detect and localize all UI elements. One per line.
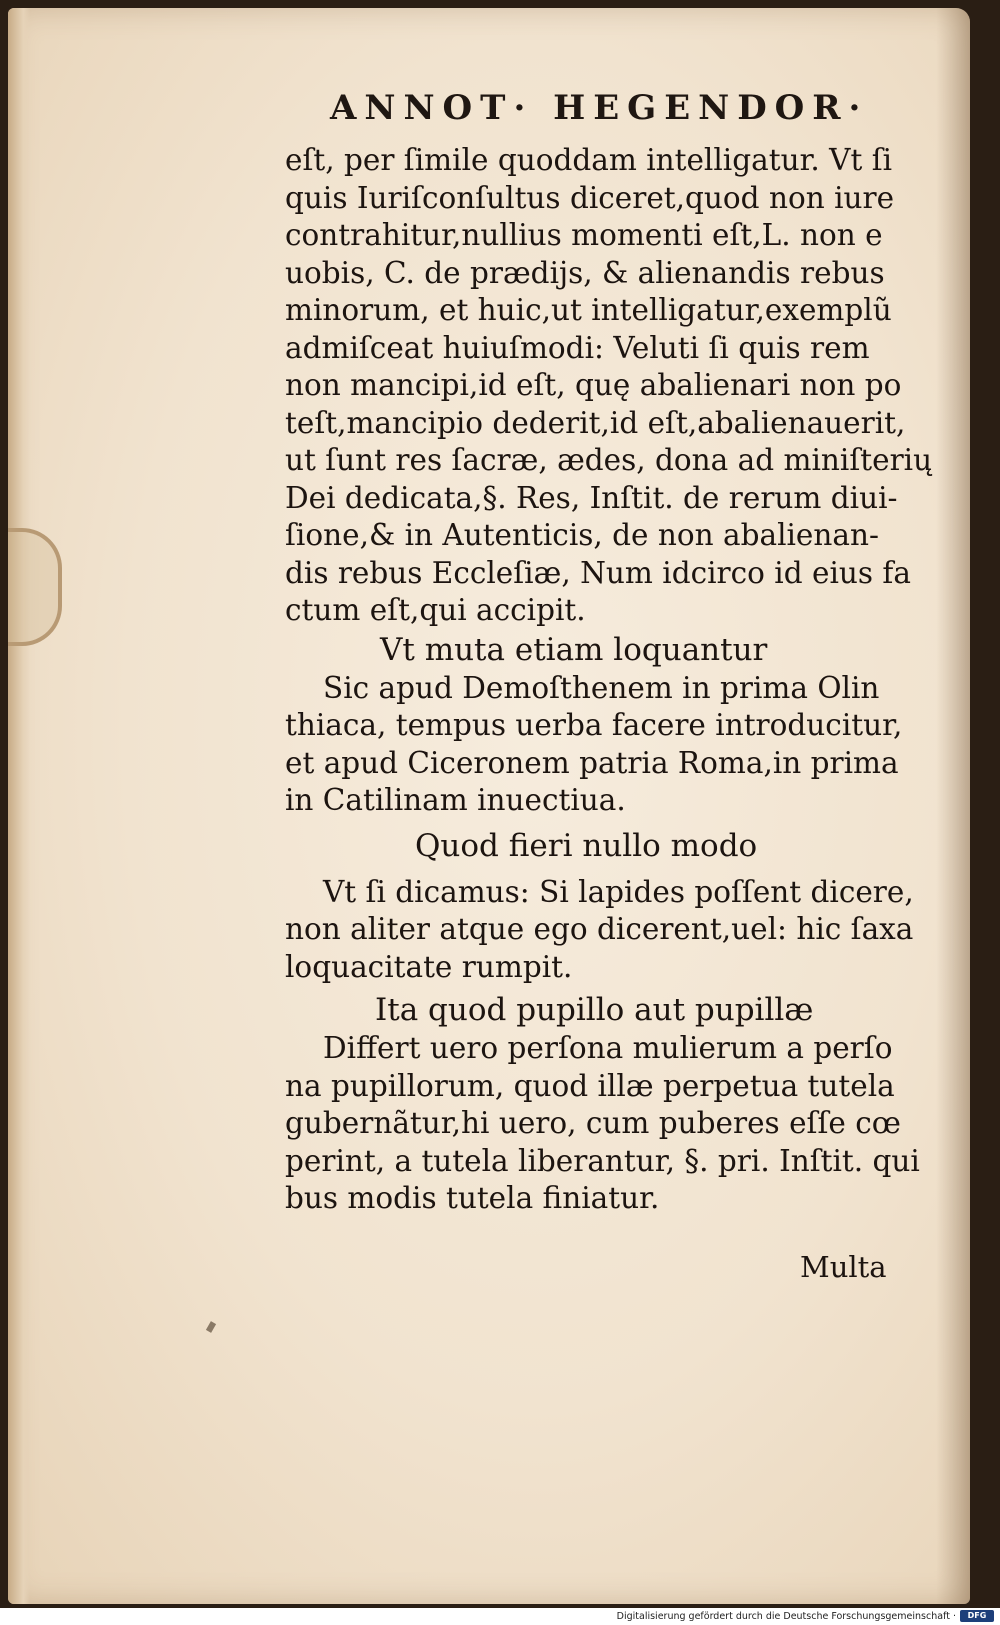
text-line: perint, a tutela liberantur, §. pri. Inſtit. qui xyxy=(285,1143,920,1178)
paragraph-3 xyxy=(285,874,914,987)
text-line: dis rebus Eccleſiæ, Num idcirco id eius fa xyxy=(285,555,911,590)
text-line: loquacitate rumpit. xyxy=(285,949,573,984)
text-line: ctum eſt,qui accipit. xyxy=(285,593,586,627)
text-line: in Catilinam inuectiua. xyxy=(285,783,626,817)
text-line: admiſceat huiuſmodi: Veluti ſi quis rem xyxy=(285,330,870,365)
binding-clasp xyxy=(8,528,62,646)
section-heading: Quod fieri nullo modo xyxy=(415,827,758,864)
text-line: Differt uero perſona mulierum a perſo xyxy=(323,1031,893,1065)
text-line: eſt, per ſimile quoddam intelligatur. Vt ſi xyxy=(285,143,893,177)
text-line: Dei dedicata,§. Res, Inſtit. de rerum diui- xyxy=(285,480,898,515)
running-head: ANNOT· HEGENDOR· xyxy=(330,88,869,128)
text-line: uobis, C. de prædijs, & alienandis rebus xyxy=(285,255,885,290)
page-edge-shadow xyxy=(936,8,970,1604)
text-line: bus modis tutela finiatur. xyxy=(285,1181,660,1215)
paragraph-2 xyxy=(285,670,910,820)
text-line: non mancipi,id eſt, quę abalienari non po xyxy=(285,368,902,402)
text-line: et apud Ciceronem patria Roma,in prima xyxy=(285,745,899,780)
funding-notice: Digitalisierung gefördert durch die Deutsche Forschungsgemeinschaft · xyxy=(616,1611,956,1622)
text-line: Sic apud Demoſthenem in prima Olin xyxy=(323,670,880,705)
section-heading: Vt muta etiam loquantur xyxy=(380,631,768,668)
text-line: Vt ſi dicamus: Si lapides poſſent dicere, xyxy=(323,874,914,909)
text-line: ſione,& in Autenticis, de non abalienan- xyxy=(285,518,879,552)
page-spine xyxy=(8,8,30,1604)
paragraph-1 xyxy=(285,142,933,630)
text-line: na pupillorum, quod illæ perpetua tutela xyxy=(285,1068,895,1103)
catchword: Multa xyxy=(800,1250,887,1284)
text-line: non aliter atque ego dicerent,uel: hic ſaxa xyxy=(285,912,914,946)
text-line: contrahitur,nullius momenti eſt,L. non e xyxy=(285,218,883,252)
text-line: minorum, et huic,ut intelligatur,exemplũ xyxy=(285,293,892,327)
text-line: gubernãtur,hi uero, cum puberes eſſe cœ xyxy=(285,1106,901,1140)
text-line: quis Iuriſconſultus diceret,quod non iure xyxy=(285,180,895,215)
paragraph-4 xyxy=(285,1030,920,1218)
dfg-logo-icon: DFG xyxy=(960,1610,994,1622)
text-block xyxy=(285,142,933,1218)
section-heading: Ita quod pupillo aut pupillæ xyxy=(375,992,814,1028)
text-line: ut ſunt res ſacræ, ædes, dona ad miniſterių xyxy=(285,443,933,477)
text-line: thiaca, tempus uerba facere introducitur, xyxy=(285,708,903,742)
text-line: teſt,mancipio dederit,id eſt,abalienauerit, xyxy=(285,405,906,440)
